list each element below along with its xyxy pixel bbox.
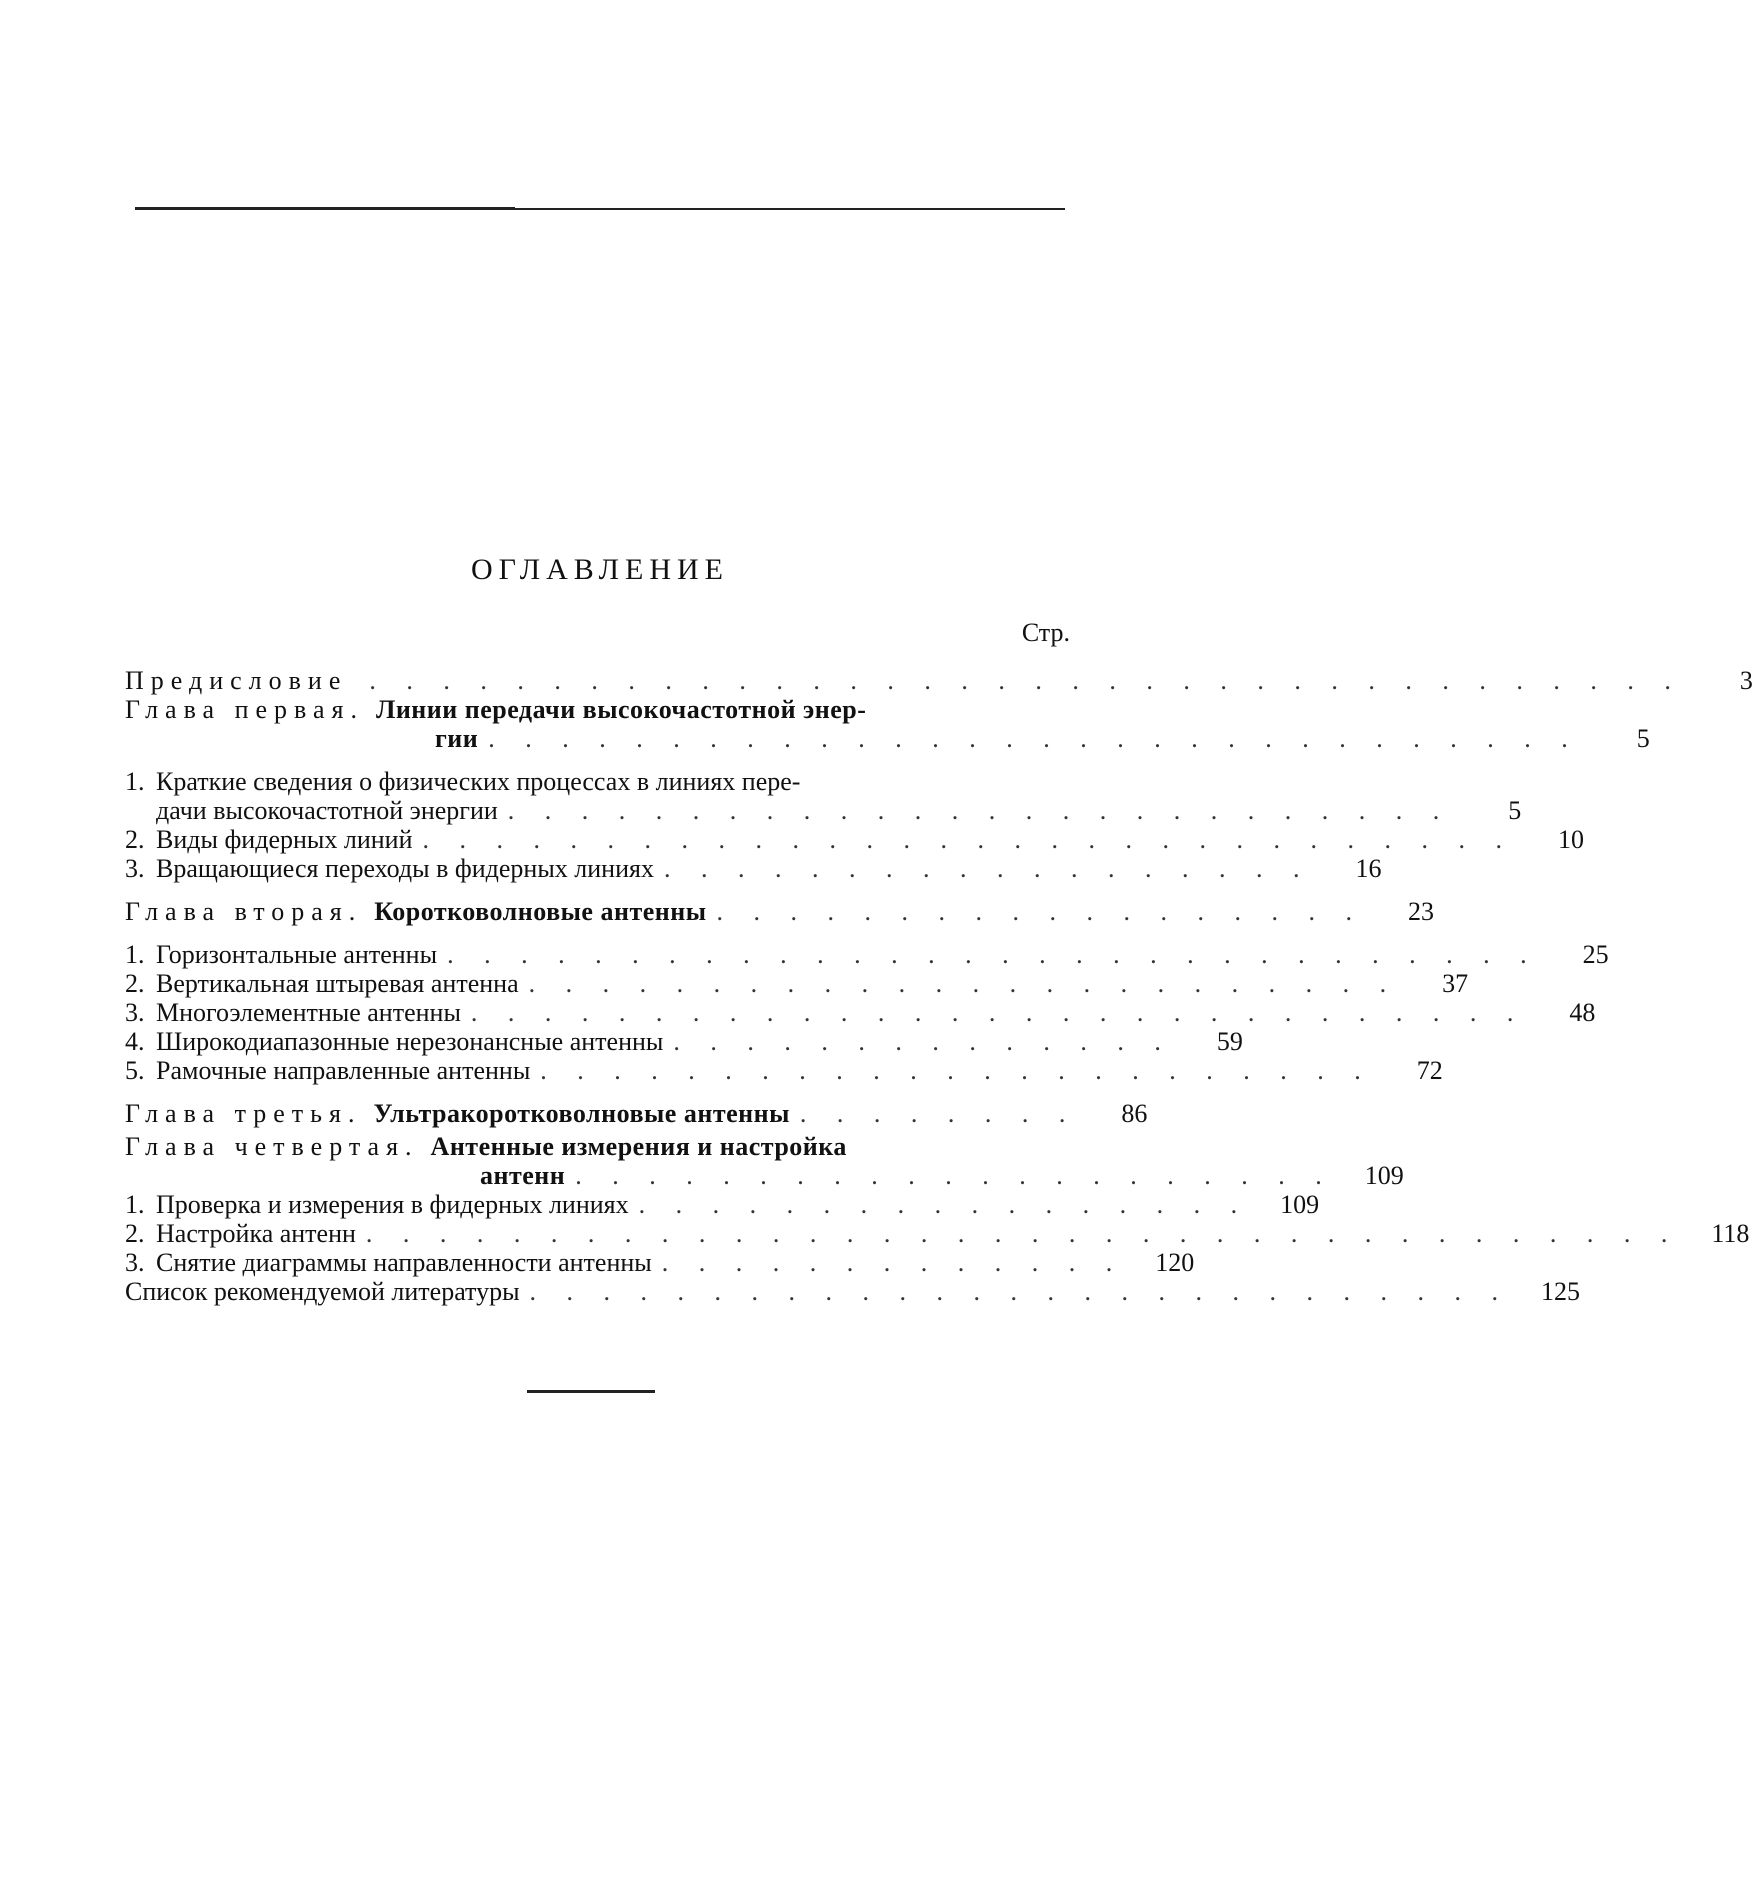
toc-page-number: 86 xyxy=(1121,1099,1148,1128)
toc-page-number: 125 xyxy=(1541,1277,1581,1306)
toc-page-number: 118 xyxy=(1711,1219,1750,1248)
toc-leader: . . . . . . . . . . . . . . . . . . . . . . . xyxy=(540,1056,1373,1085)
toc-leader: . . . . . . . . . . . . . . . . . . . . . . . . . . . . . . . . . . . . xyxy=(365,1219,1680,1248)
toc-page-number: 16 xyxy=(1355,854,1382,883)
toc-section-number: 2. xyxy=(125,825,145,854)
page-title: ОГЛАВЛЕНИЕ xyxy=(471,553,729,586)
toc-page-number: 10 xyxy=(1558,825,1584,854)
toc-page-number: 59 xyxy=(1216,1027,1243,1056)
toc-chapter-title: гии xyxy=(435,724,479,753)
toc-section-title: Проверка и измерения в фидерных линиях xyxy=(156,1190,629,1219)
toc-leader: . . . . . . . . . . . . . . . . . . . . . . . . . . . xyxy=(529,1277,1511,1306)
toc-section-title: Многоэлементные антенны xyxy=(156,998,461,1027)
toc-entry-section-4-2 xyxy=(125,1219,1750,1248)
toc-chapter-prefix: Глава третья. xyxy=(125,1099,362,1128)
top-rule-thick xyxy=(135,207,515,210)
toc-chapter-title: Линии передачи высокочастотной энер- xyxy=(375,695,867,724)
toc-entry-chapter-1 xyxy=(125,695,1071,724)
toc-section-number: 5. xyxy=(125,1056,145,1085)
toc-page-number: 37 xyxy=(1442,969,1469,998)
toc-chapter-prefix: Предисловие xyxy=(125,666,348,695)
toc-section-number: 3. xyxy=(125,854,145,883)
toc-leader: . . . . . . . . . . . . . . . . . . xyxy=(716,897,1365,926)
toc-leader: . . . . . . . . . . . . . . . . . . . . . . . . . . . . . . xyxy=(422,825,1514,854)
toc-section-number: 2. xyxy=(125,969,145,998)
bottom-rule xyxy=(527,1390,655,1393)
toc-section-title: Рамочные направленные антенны xyxy=(156,1056,531,1085)
toc-section-title: Виды фидерных линий xyxy=(156,825,413,854)
toc-entry-section-1-1 xyxy=(125,767,1071,796)
toc-entry-section-2-1 xyxy=(125,940,1609,969)
toc-leader: . . . . . . . . . . . . . . . . . . . . . . . . xyxy=(528,969,1399,998)
toc-entry-section-1-2 xyxy=(125,825,1584,854)
toc-entry-chapter-2 xyxy=(125,897,1435,926)
toc-chapter-title: антенн xyxy=(480,1161,566,1190)
toc-chapter-title: Коротковолновые антенны xyxy=(374,897,707,926)
toc-entry-chapter-1-cont xyxy=(125,724,1650,753)
toc-chapter-prefix: Глава вторая. xyxy=(125,897,363,926)
toc-entry-chapter-3 xyxy=(125,1099,1148,1128)
toc-leader: . . . . . . . . . . . . . . . . . . xyxy=(663,854,1312,883)
toc-chapter-prefix: Глава первая. xyxy=(125,695,364,724)
toc-entry-section-4-1 xyxy=(125,1190,1320,1219)
toc-page-number: 109 xyxy=(1364,1161,1404,1190)
toc-chapter-title: Ультракоротковолновые антенны xyxy=(373,1099,790,1128)
toc-page-number: 23 xyxy=(1408,897,1435,926)
toc-page-number: 5 xyxy=(1508,796,1522,825)
table-of-contents xyxy=(125,666,1753,1306)
toc-entry-chapter-4-cont xyxy=(125,1161,1404,1190)
toc-section-number: 3. xyxy=(125,1248,145,1277)
toc-section-title: Широкодиапазонные нерезонансные антенны xyxy=(156,1027,664,1056)
toc-leader: . . . . . . . . . . . . . . . . . . . . . . . . . . . . . . xyxy=(447,940,1539,969)
toc-leader: . . . . . . . . . . . . . xyxy=(661,1248,1125,1277)
toc-section-title: Снятие диаграммы направленности антенны xyxy=(156,1248,652,1277)
toc-leader: . . . . . . . . . . . . . . . . . xyxy=(638,1190,1250,1219)
toc-entry-bibliography xyxy=(125,1277,1581,1306)
toc-section-number: 2. xyxy=(125,1219,145,1248)
toc-page-number: 120 xyxy=(1155,1248,1195,1277)
toc-section-title: дачи высокочастотной энергии xyxy=(156,796,498,825)
toc-entry-section-2-2 xyxy=(125,969,1469,998)
toc-entry-section-2-5 xyxy=(125,1056,1443,1085)
toc-leader: . . . . . . . . . . . . . . . . . . . . . xyxy=(575,1161,1334,1190)
toc-entry-section-1-3 xyxy=(125,854,1382,883)
toc-section-number: 3. xyxy=(125,998,145,1027)
toc-leader: . . . . . . . . . . . . . . . . . . . . . . . . . . xyxy=(507,796,1452,825)
toc-leader: . . . . . . . . . . . . . . . . . . . . . . . . . . . . . . xyxy=(488,724,1580,753)
toc-leader: . . . . . . . . xyxy=(799,1099,1078,1128)
toc-section-number: 1. xyxy=(125,1190,145,1219)
toc-leader: . . . . . . . . . . . . . . . . . . . . . . . . . . . . . . . . . . . . xyxy=(369,666,1683,695)
toc-section-title: Список рекомендуемой литературы xyxy=(125,1277,520,1306)
top-rule xyxy=(135,208,1065,210)
toc-section-title: Вертикальная штыревая антенна xyxy=(156,969,519,998)
toc-entry-section-1-1-cont xyxy=(125,796,1522,825)
toc-page-number: 109 xyxy=(1280,1190,1320,1219)
toc-section-number: 1. xyxy=(125,767,145,796)
toc-entry-preface xyxy=(125,666,1753,695)
toc-section-number: 4. xyxy=(125,1027,145,1056)
toc-section-number: 1. xyxy=(125,940,145,969)
toc-chapter-title: Антенные измерения и настройка xyxy=(430,1132,847,1161)
toc-page-number: 48 xyxy=(1569,998,1596,1027)
toc-section-title: Горизонтальные антенны xyxy=(156,940,438,969)
toc-entry-section-2-3 xyxy=(125,998,1596,1027)
toc-page-number: 72 xyxy=(1416,1056,1443,1085)
toc-section-title: Вращающиеся переходы в фидерных линиях xyxy=(156,854,654,883)
page-column-label: Стр. xyxy=(1021,618,1070,647)
toc-page-number: 3 xyxy=(1739,666,1753,695)
toc-entry-chapter-4 xyxy=(125,1132,1071,1161)
toc-section-title: Настройка антенн xyxy=(156,1219,356,1248)
toc-chapter-prefix: Глава четвертая. xyxy=(125,1132,419,1161)
toc-page-number: 25 xyxy=(1582,940,1609,969)
toc-entry-section-4-3 xyxy=(125,1248,1195,1277)
toc-leader: . . . . . . . . . . . . . . xyxy=(673,1027,1173,1056)
toc-entry-section-2-4 xyxy=(125,1027,1243,1056)
toc-page-number: 5 xyxy=(1636,724,1650,753)
toc-section-title: Краткие сведения о физических процессах в линиях пере- xyxy=(156,767,801,796)
toc-leader: . . . . . . . . . . . . . . . . . . . . . . . . . . . . . xyxy=(470,998,1526,1027)
